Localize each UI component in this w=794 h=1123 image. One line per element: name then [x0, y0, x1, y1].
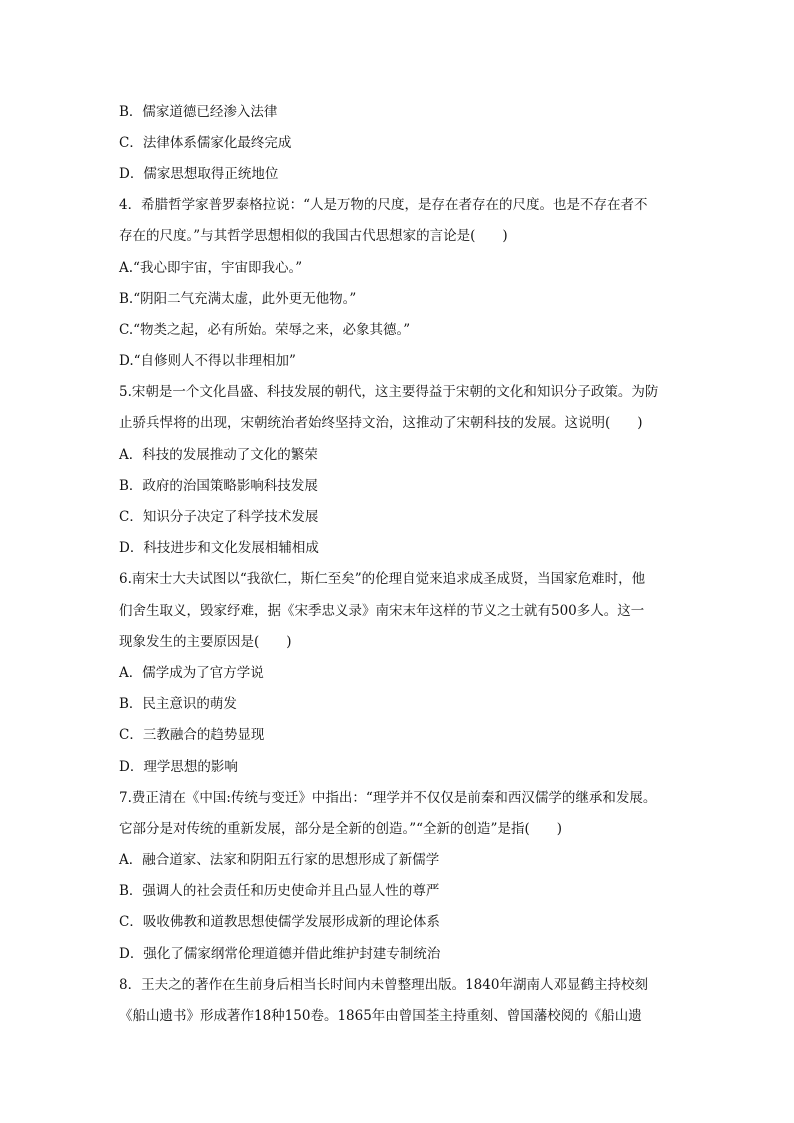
option-7c: C．吸收佛教和道教思想使儒学发展形成新的理论体系	[119, 914, 440, 930]
option-5d: D．科技进步和文化发展相辅相成	[119, 540, 319, 556]
option-6b: B．民主意识的萌发	[119, 696, 237, 712]
question-4-line-2: 存在的尺度。”与其哲学思想相似的我国古代思想家的言论是( )	[119, 228, 508, 244]
question-4-line-1: 4．希腊哲学家普罗泰格拉说：“人是万物的尺度，是存在者存在的尺度。也是不存在者不	[119, 197, 648, 213]
question-6-line-3: 现象发生的主要原因是( )	[119, 634, 292, 650]
question-5-line-2: 止骄兵悍将的出现，宋朝统治者始终坚持文治，这推动了宋朝科技的发展。这说明( )	[119, 415, 643, 431]
option-5c: C．知识分子决定了科学技术发展	[119, 509, 319, 525]
option-6c: C．三教融合的趋势显现	[119, 727, 265, 743]
question-7-line-1: 7.费正清在《中国:传统与变迁》中指出：“理学并不仅仅是前秦和西汉儒学的继承和发展。	[119, 790, 657, 806]
option-6d: D．理学思想的影响	[119, 759, 238, 775]
option-4b: B.“阴阳二气充满太虚，此外更无他物。”	[119, 291, 357, 307]
option-7a: A．融合道家、法家和阴阳五行家的思想形成了新儒学	[119, 852, 440, 868]
option-4c: C.“物类之起，必有所始。荣辱之来，必象其德。”	[119, 322, 411, 338]
option-5a: A．科技的发展推动了文化的繁荣	[119, 447, 318, 463]
question-8-line-1: 8．王夫之的著作在生前身后相当长时间内未曾整理出版。1840年湖南人邓显鹤主持校刻	[119, 977, 648, 993]
option-7d: D．强化了儒家纲常伦理道德并借此维护封建专制统治	[119, 946, 441, 962]
question-6-line-2: 们舍生取义，毁家纾难，据《宋季忠义录》南宋末年这样的节义之士就有500多人。这一	[119, 603, 645, 619]
option-3d: D．儒家思想取得正统地位	[119, 166, 279, 182]
option-3b: B．儒家道德已经渗入法律	[119, 104, 278, 120]
question-8-line-2: 《船山遗书》形成著作18种150卷。1865年由曾国荃主持重刻、曾国藩校阅的《船山遗	[119, 1008, 642, 1024]
option-3c: C．法律体系儒家化最终完成	[119, 135, 292, 151]
question-7-line-2: 它部分是对传统的重新发展，部分是全新的创造。”“全新的创造”是指( )	[119, 821, 562, 837]
question-5-line-1: 5.宋朝是一个文化昌盛、科技发展的朝代，这主要得益于宋朝的文化和知识分子政策。为防	[119, 384, 659, 400]
option-5b: B．政府的治国策略影响科技发展	[119, 478, 318, 494]
question-6-line-1: 6.南宋士大夫试图以“我欲仁，斯仁至矣”的伦理自觉来追求成圣成贤，当国家危难时，他	[119, 571, 646, 587]
option-7b: B．强调人的社会责任和历史使命并且凸显人性的尊严	[119, 883, 440, 899]
option-6a: A．儒学成为了官方学说	[119, 665, 264, 681]
option-4d: D.“自修则人不得以非理相加”	[119, 353, 296, 369]
option-4a: A.“我心即宇宙，宇宙即我心。”	[119, 260, 303, 276]
